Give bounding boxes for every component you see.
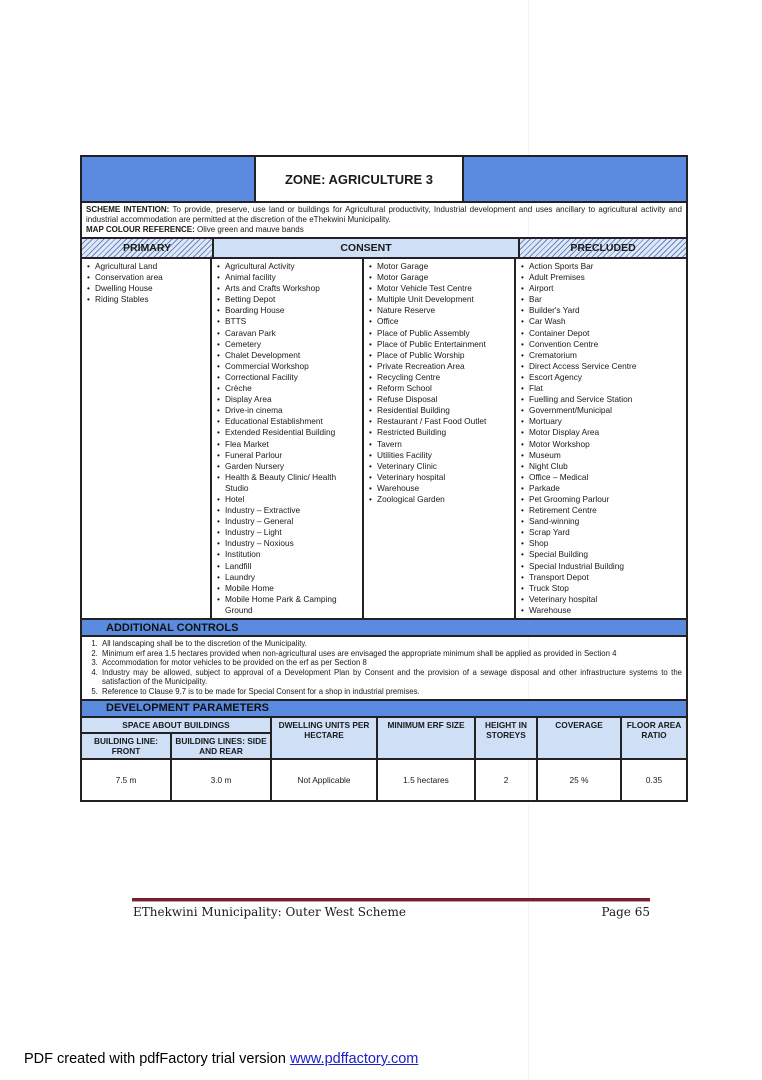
list-item: • Motor Garage (368, 261, 510, 272)
list-item: • Riding Stables (86, 294, 206, 305)
map-colour-text: Olive green and mauve bands (196, 225, 304, 234)
list-item: • Utilities Facility (368, 450, 510, 461)
control-item: 3. Accommodation for motor vehicles to be provided on the erf as per Section 8 (100, 658, 682, 668)
list-item: • Flat (520, 383, 682, 394)
additional-controls-title: ADDITIONAL CONTROLS (82, 620, 686, 637)
pdffactory-link[interactable]: www.pdffactory.com (289, 1051, 419, 1067)
list-item: • Truck Stop (520, 583, 682, 594)
space-about-buildings-header: SPACE ABOUT BUILDINGS (82, 718, 271, 733)
list-item: • Warehouse (368, 483, 510, 494)
scheme-intention-label: SCHEME INTENTION: (86, 205, 170, 214)
list-item: • Boarding House (216, 305, 358, 316)
list-item: • Chalet Development (216, 350, 358, 361)
list-item: • Display Area (216, 394, 358, 405)
list-item: • Tavern (368, 439, 510, 450)
control-item: 4. Industry may be allowed, subject to approval of a Development Plan by Consent and the provision of a sewage disposal and other infrastructure systems to the satisfaction of the Municipality. (100, 668, 682, 687)
list-item: • Warehouse (520, 605, 682, 616)
list-item: • Transport Depot (520, 572, 682, 583)
list-item: • Motor Workshop (520, 439, 682, 450)
list-item: • Motor Vehicle Test Centre (368, 283, 510, 294)
list-item: • BTTS (216, 316, 358, 327)
list-item: • Crèche (216, 383, 358, 394)
list-item: • Landfill (216, 561, 358, 572)
list-item: • Bar (520, 294, 682, 305)
pdf-note-text: PDF created with pdfFactory trial version (24, 1051, 286, 1067)
primary-list (86, 261, 206, 305)
list-item: • Private Recreation Area (368, 361, 510, 372)
list-item: • Caravan Park (216, 328, 358, 339)
side-rear-header: BUILDING LINES: SIDE AND REAR (171, 733, 271, 759)
list-item: • Motor Display Area (520, 427, 682, 438)
min-erf-value: 1.5 hectares (377, 759, 475, 800)
list-item: • Escort Agency (520, 372, 682, 383)
additional-controls (82, 637, 686, 701)
list-item: • Government/Municipal (520, 405, 682, 416)
list-item: • Action Sports Bar (520, 261, 682, 272)
list-item: • Car Wash (520, 316, 682, 327)
header-consent: CONSENT (214, 239, 520, 257)
list-item: • Pet Grooming Parlour (520, 494, 682, 505)
pdf-creator-note (24, 1051, 418, 1067)
footer-rule-shadow (132, 901, 650, 902)
list-item: • Motor Garage (368, 272, 510, 283)
list-item: • Special Building (520, 549, 682, 560)
list-item: • Zoological Garden (368, 494, 510, 505)
list-item: • Sand-winning (520, 516, 682, 527)
list-item: • Direct Access Service Centre (520, 361, 682, 372)
list-item: • Convention Centre (520, 339, 682, 350)
list-item: • Laundry (216, 572, 358, 583)
list-item: • Veterinary hospital (520, 594, 682, 605)
list-item: • Funeral Parlour (216, 450, 358, 461)
list-item: • Fuelling and Service Station (520, 394, 682, 405)
side-rear-value: 3.0 m (171, 759, 271, 800)
controls-list (86, 639, 682, 697)
dwelling-units-value: Not Applicable (271, 759, 377, 800)
far-header: FLOOR AREA RATIO (621, 718, 686, 759)
list-item: • Veterinary Clinic (368, 461, 510, 472)
list-item: • Correctional Facility (216, 372, 358, 383)
map-colour-label: MAP COLOUR REFERENCE: (86, 225, 195, 234)
list-item: • Recycling Centre (368, 372, 510, 383)
min-erf-header: MINIMUM ERF SIZE (377, 718, 475, 759)
height-header: HEIGHT IN STOREYS (475, 718, 537, 759)
list-item: • Garden Nursery (216, 461, 358, 472)
list-item: • Parkade (520, 483, 682, 494)
control-item: 5. Reference to Clause 9.7 is to be made for Special Consent for a shop in industrial premises. (100, 687, 682, 697)
list-item: • Commercial Workshop (216, 361, 358, 372)
list-item: • Agricultural Activity (216, 261, 358, 272)
list-item: • Airport (520, 283, 682, 294)
use-column-headers (82, 239, 686, 259)
coverage-header: COVERAGE (537, 718, 621, 759)
list-item: • Special Industrial Building (520, 561, 682, 572)
list-item: • Retirement Centre (520, 505, 682, 516)
list-item: • Arts and Crafts Workshop (216, 283, 358, 294)
consent-col1-list (216, 261, 358, 616)
list-item: • Cemetery (216, 339, 358, 350)
list-item: • Crematorium (520, 350, 682, 361)
list-item: • Extended Residential Building (216, 427, 358, 438)
use-columns (82, 259, 686, 620)
list-item: • Restaurant / Fast Food Outlet (368, 416, 510, 427)
list-item: • Place of Public Worship (368, 350, 510, 361)
list-item: • Place of Public Assembly (368, 328, 510, 339)
title-row (82, 157, 686, 203)
list-item: • Office – Medical (520, 472, 682, 483)
list-item: • Industry – Light (216, 527, 358, 538)
list-item: • Builder's Yard (520, 305, 682, 316)
footer-document-title: EThekwini Municipality: Outer West Scheme (133, 905, 407, 919)
list-item: • Nature Reserve (368, 305, 510, 316)
list-item: • Animal facility (216, 272, 358, 283)
scheme-intention (82, 203, 686, 239)
list-item: • Betting Depot (216, 294, 358, 305)
list-item: • Office (368, 316, 510, 327)
list-item: • Industry – General (216, 516, 358, 527)
front-value: 7.5 m (82, 759, 171, 800)
list-item: • Industry – Extractive (216, 505, 358, 516)
consent-column-1 (212, 259, 364, 618)
coverage-value: 25 % (537, 759, 621, 800)
list-item: • Scrap Yard (520, 527, 682, 538)
list-item: • Container Depot (520, 328, 682, 339)
list-item: • Mortuary (520, 416, 682, 427)
list-item: • Health & Beauty Clinic/ Health Studio (216, 472, 358, 494)
far-value: 0.35 (621, 759, 686, 800)
list-item: • Mobile Home (216, 583, 358, 594)
list-item: • Veterinary hospital (368, 472, 510, 483)
list-item: • Reform School (368, 383, 510, 394)
height-value: 2 (475, 759, 537, 800)
development-parameters-title: DEVELOPMENT PARAMETERS (82, 701, 686, 718)
list-item: • Museum (520, 450, 682, 461)
list-item: • Place of Public Entertainment (368, 339, 510, 350)
control-item: 2. Minimum erf area 1.5 hectares provided when non-agricultural uses are envisaged the appropriate minimum shall be applied as provided in Section 4 (100, 649, 682, 659)
dwelling-units-header: DWELLING UNITS PER HECTARE (271, 718, 377, 759)
precluded-list (520, 261, 682, 616)
list-item: • Refuse Disposal (368, 394, 510, 405)
list-item: • Drive-in cinema (216, 405, 358, 416)
list-item: • Mobile Home Park & Camping Ground (216, 594, 358, 616)
list-item: • Dwelling House (86, 283, 206, 294)
list-item: • Conservation area (86, 272, 206, 283)
list-item: • Residential Building (368, 405, 510, 416)
zone-title: ZONE: AGRICULTURE 3 (254, 157, 464, 201)
title-band-right (464, 157, 686, 201)
title-band-left (82, 157, 254, 201)
list-item: • Adult Premises (520, 272, 682, 283)
list-item: • Institution (216, 549, 358, 560)
header-primary: PRIMARY (82, 239, 214, 257)
consent-col2-list (368, 261, 510, 505)
list-item: • Hotel (216, 494, 358, 505)
header-precluded: PRECLUDED (520, 239, 686, 257)
list-item: • Night Club (520, 461, 682, 472)
primary-column (82, 259, 212, 618)
consent-column-2 (364, 259, 516, 618)
list-item: • Multiple Unit Development (368, 294, 510, 305)
front-header: BUILDING LINE: FRONT (82, 733, 171, 759)
precluded-column (516, 259, 686, 618)
scheme-intention-text: To provide, preserve, use land or buildings for Agricultural productivity, Industrial development and uses ancillary to agricultural activity and industrial accommodation are permitted at the discretion of the eThekwini Municipality. (86, 205, 683, 224)
footer-page-number: Page 65 (601, 905, 650, 919)
list-item: • Educational Establishment (216, 416, 358, 427)
list-item: • Industry – Noxious (216, 538, 358, 549)
zone-sheet (80, 155, 688, 802)
list-item: • Restricted Building (368, 427, 510, 438)
control-item: 1. All landscaping shall be to the discretion of the Municipality. (100, 639, 682, 649)
list-item: • Flea Market (216, 439, 358, 450)
list-item: • Shop (520, 538, 682, 549)
list-item: • Agricultural Land (86, 261, 206, 272)
development-parameters-table (82, 718, 686, 800)
